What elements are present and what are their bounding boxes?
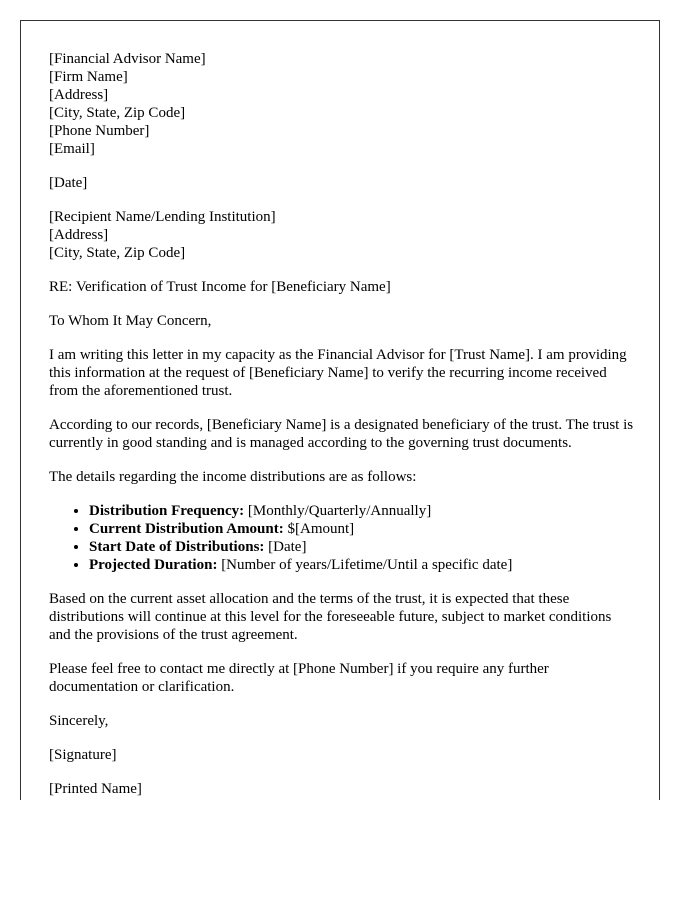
sender-phone: [Phone Number] (49, 123, 150, 139)
signature: [Signature] (49, 747, 117, 763)
salutation: To Whom It May Concern, (49, 313, 212, 329)
detail-term: Current Distribution Amount: (89, 521, 284, 537)
recipient-block (49, 208, 634, 262)
recipient-name: [Recipient Name/Lending Institution] (49, 209, 276, 225)
sender-address: [Address] (49, 87, 109, 103)
subject-line: RE: Verification of Trust Income for [Beneficiary Name] (49, 279, 391, 295)
recipient-address: [Address] (49, 227, 109, 243)
details-intro: The details regarding the income distributions are as follows: (49, 469, 417, 485)
expectation-paragraph: Based on the current asset allocation and the terms of the trust, it is expected that these distributions will continue at this level for the foreseeable future, subject to market conditions and the provisions of the trust agreement. (49, 591, 612, 643)
detail-value: [Date] (264, 539, 307, 555)
sender-firm: [Firm Name] (49, 69, 128, 85)
beneficiary-paragraph: According to our records, [Beneficiary Name] is a designated beneficiary of the trust. The trust is currently in good standing and is managed according to the governing trust documents. (49, 417, 634, 451)
sender-email: [Email] (49, 141, 95, 157)
letter-page (20, 20, 660, 800)
signoff: Sincerely, (49, 713, 109, 729)
detail-term: Distribution Frequency: (89, 503, 245, 519)
list-item (89, 556, 634, 574)
detail-value: [Number of years/Lifetime/Until a specific date] (217, 557, 513, 573)
detail-term: Start Date of Distributions: (89, 539, 265, 555)
letter-date: [Date] (49, 175, 88, 191)
detail-term: Projected Duration: (89, 557, 218, 573)
list-item (89, 520, 634, 538)
detail-value: $[Amount] (283, 521, 355, 537)
recipient-city: [City, State, Zip Code] (49, 245, 186, 261)
list-item (89, 538, 634, 556)
sender-name: [Financial Advisor Name] (49, 51, 206, 67)
intro-paragraph: I am writing this letter in my capacity as the Financial Advisor for [Trust Name]. I am providing this information at the request of [Beneficiary Name] to verify the recurring income received from the aforementioned trust. (49, 347, 627, 399)
contact-paragraph: Please feel free to contact me directly at [Phone Number] if you require any further documentation or clarification. (49, 661, 549, 695)
letter-body (49, 50, 634, 800)
list-item (89, 502, 634, 520)
sender-city: [City, State, Zip Code] (49, 105, 186, 121)
distribution-details-list (49, 502, 634, 574)
detail-value: [Monthly/Quarterly/Annually] (244, 503, 432, 519)
sender-block (49, 50, 634, 158)
printed-name: [Printed Name] (49, 781, 142, 797)
